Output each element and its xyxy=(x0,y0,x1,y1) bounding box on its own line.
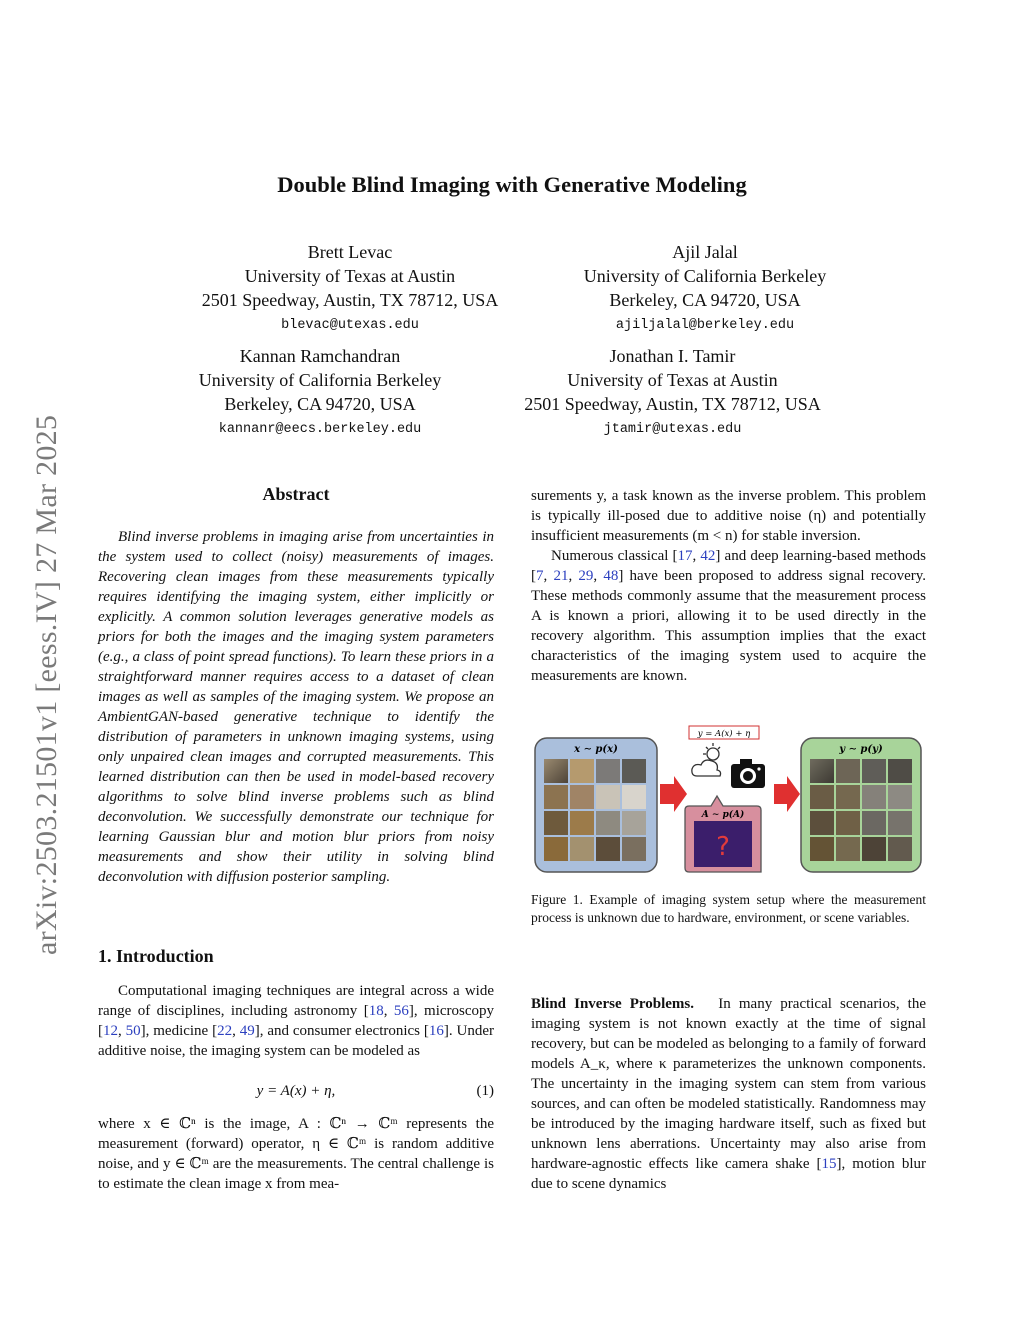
figure-caption: Figure 1. Example of imaging system setup where the measurement process is unknown due to hardware, environment, or scene variables. xyxy=(531,892,926,925)
author-address: Berkeley, CA 94720, USA xyxy=(609,290,801,310)
citation-link[interactable]: 22 xyxy=(217,1023,233,1039)
citation-link[interactable]: 49 xyxy=(239,1023,255,1039)
body-text: In many practical scenarios, the imaging system is not known exactly at the time of signal recovery, but can be modeled as belonging to a family of forward models A_κ, where κ parameterizes the unknown components. The uncertainty in the imaging system can stem from various sources, and can often be modeled statistically. Randomness may be introduced by the imaging hardware itself, such as fixed but unknown lens aberrations. Uncertainty may also arise from hardware-agnostic effects like camera shake [ xyxy=(531,996,926,1172)
author-name: Kannan Ramchandran xyxy=(239,346,401,366)
abstract-paragraph: Blind inverse problems in imaging arise from uncertainties in the system used to collect (noisy) measurements of images. Recovering clean images from these measurements typically requires identifying the imaging system, either implicitly or explicitly. A common solution leverages generative models as priors for both the images and the imaging system parameters (e.g., a class of point spread functions). To learn these priors in a straightforward manner requires access to a dataset of clean images as well as samples of the imaging system. We propose an AmbientGAN-based generative technique to identify the distribution of parameters in unknown imaging systems, using only unpaired clean images and corrupted measurements. This learned distribution can then be used in model-based recovery algorithms to solve blind inverse problems such as blind deconvolution. We successfully demonstrate our technique for learning Gaussian blur and motion blur priors from noisy measurements and show their utility in solving blind deconvolution with diffusion posterior sampling. xyxy=(98,529,494,885)
intro-heading: 1. Introduction xyxy=(98,946,214,966)
paper-title: Double Blind Imaging with Generative Modeling xyxy=(277,172,747,197)
intro-text: Computational imaging techniques are integral across a wide range of disciplines, including astronomy [ xyxy=(98,983,494,1019)
label-equation: y = A(x) + η xyxy=(697,729,751,739)
body-text: ] have been proposed to address signal recovery. These methods commonly assume that the measurement process A is known a priori, allowing it to be used directly in the recovery algorithm. This assumption implies that the exact characteristics of the imaging system used to acquire the measurements are known. xyxy=(531,568,927,684)
figure-diagram xyxy=(531,724,926,879)
label-x: x ∼ p(x) xyxy=(574,744,618,755)
author-address: 2501 Speedway, Austin, TX 78712, USA xyxy=(524,394,821,414)
citation-link[interactable]: 15 xyxy=(821,1156,837,1172)
citation-link[interactable]: 7 xyxy=(536,568,544,584)
author-address: Berkeley, CA 94720, USA xyxy=(224,394,416,414)
author-email[interactable]: ajiljalal@berkeley.edu xyxy=(615,318,795,333)
citation-link[interactable]: 56 xyxy=(393,1003,409,1019)
author-name: Brett Levac xyxy=(307,242,393,262)
equation-number: (1) xyxy=(476,1083,494,1099)
citation-link[interactable]: 12 xyxy=(103,1023,118,1039)
author-email[interactable]: blevac@utexas.edu xyxy=(281,318,419,333)
body-text: Numerous classical [ xyxy=(551,548,678,564)
question-mark-icon: ? xyxy=(716,832,730,862)
intro-text: ], medicine [ xyxy=(140,1023,218,1039)
camera-icon xyxy=(731,759,765,788)
figure-1 xyxy=(531,724,926,879)
author-affiliation: University of Texas at Austin xyxy=(244,266,456,286)
arxiv-identifier: arXiv:2503.21501v1 [eess.IV] 27 Mar 2025 xyxy=(30,414,63,955)
intro-text: ], and consumer electronics [ xyxy=(254,1023,429,1039)
blind-inverse-problems-section xyxy=(531,994,926,1194)
intro-paragraph-2 xyxy=(98,1114,494,1194)
author-name: Jonathan I. Tamir xyxy=(609,346,736,366)
author-block-3 xyxy=(175,344,465,442)
equation-1: y = A(x) + η, xyxy=(256,1083,336,1099)
citation-link[interactable]: 48 xyxy=(603,568,619,584)
body-paragraph: surements y, a task known as the inverse problem. This problem is typically ill-posed due to additive noise (η) and potentially insufficient measurements (m < n) for stable inversion. xyxy=(531,488,926,544)
body-text: ], motion blur due to scene dynamics xyxy=(531,1156,926,1192)
author-affiliation: University of California Berkeley xyxy=(583,266,827,286)
paragraph-heading: Blind Inverse Problems. xyxy=(531,996,694,1012)
arrow-right-icon xyxy=(660,776,687,812)
arrow-right-icon xyxy=(774,776,800,812)
body-text: ] and deep learning-based methods [ xyxy=(531,548,927,584)
intro-paragraph-1: Computational imaging techniques are integral across a wide range of disciplines, including astronomy [18, 56], microscopy [12, 50], medicine [22, 49], and consumer electronics [16]. Under additive noise, the imaging system can be modeled as xyxy=(98,983,495,1059)
abstract-heading: Abstract xyxy=(262,484,330,504)
right-column-text: surements y, a task known as the inverse problem. This problem is typically ill-posed due to additive noise (η) and potentially insufficient measurements (m < n) for stable inversion. Numerous classical [17, 42] and deep learning-based methods [7, 21, 29, 48] have been proposed to address signal recovery. These methods commonly assume that the measurement process A is known a priori, allowing it to be used directly in the recovery algorithm. This assumption implies that the exact characteristics of the imaging system used to acquire the measurements are known. xyxy=(531,488,927,684)
citation-link[interactable]: 21 xyxy=(553,568,569,584)
author-affiliation: University of California Berkeley xyxy=(198,370,442,390)
author-block-1 xyxy=(175,240,525,338)
author-affiliation: University of Texas at Austin xyxy=(567,370,778,390)
citation-link[interactable]: 17 xyxy=(677,548,693,564)
author-address: 2501 Speedway, Austin, TX 78712, USA xyxy=(201,290,499,310)
intro-text: ]. Under additive noise, the imaging system can be modeled as xyxy=(98,1023,495,1059)
citation-link[interactable]: 42 xyxy=(700,548,716,564)
author-name: Ajil Jalal xyxy=(672,242,738,262)
citation-link[interactable]: 16 xyxy=(428,1023,444,1039)
abstract-text xyxy=(98,527,494,887)
author-email[interactable]: jtamir@utexas.edu xyxy=(603,422,742,437)
intro-text: ], microscopy [ xyxy=(98,1003,495,1039)
author-block-4 xyxy=(500,344,845,442)
citation-link[interactable]: 29 xyxy=(578,568,594,584)
citation-link[interactable]: 18 xyxy=(368,1003,384,1019)
label-A: A ∼ p(A) xyxy=(701,810,745,820)
citation-link[interactable]: 50 xyxy=(125,1023,141,1039)
author-block-2 xyxy=(550,240,860,338)
label-y: y ∼ p(y) xyxy=(839,744,883,755)
intro-text: where x ∈ ℂⁿ is the image, A : ℂⁿ → ℂᵐ represents the measurement (forward) operator, η ∈ ℂᵐ is random additive noise, and y ∈ ℂᵐ are the measurements. The central challenge is to estimate the clean image x from mea- xyxy=(98,1116,494,1192)
author-email[interactable]: kannanr@eecs.berkeley.edu xyxy=(218,422,422,437)
weather-icon xyxy=(692,743,721,776)
